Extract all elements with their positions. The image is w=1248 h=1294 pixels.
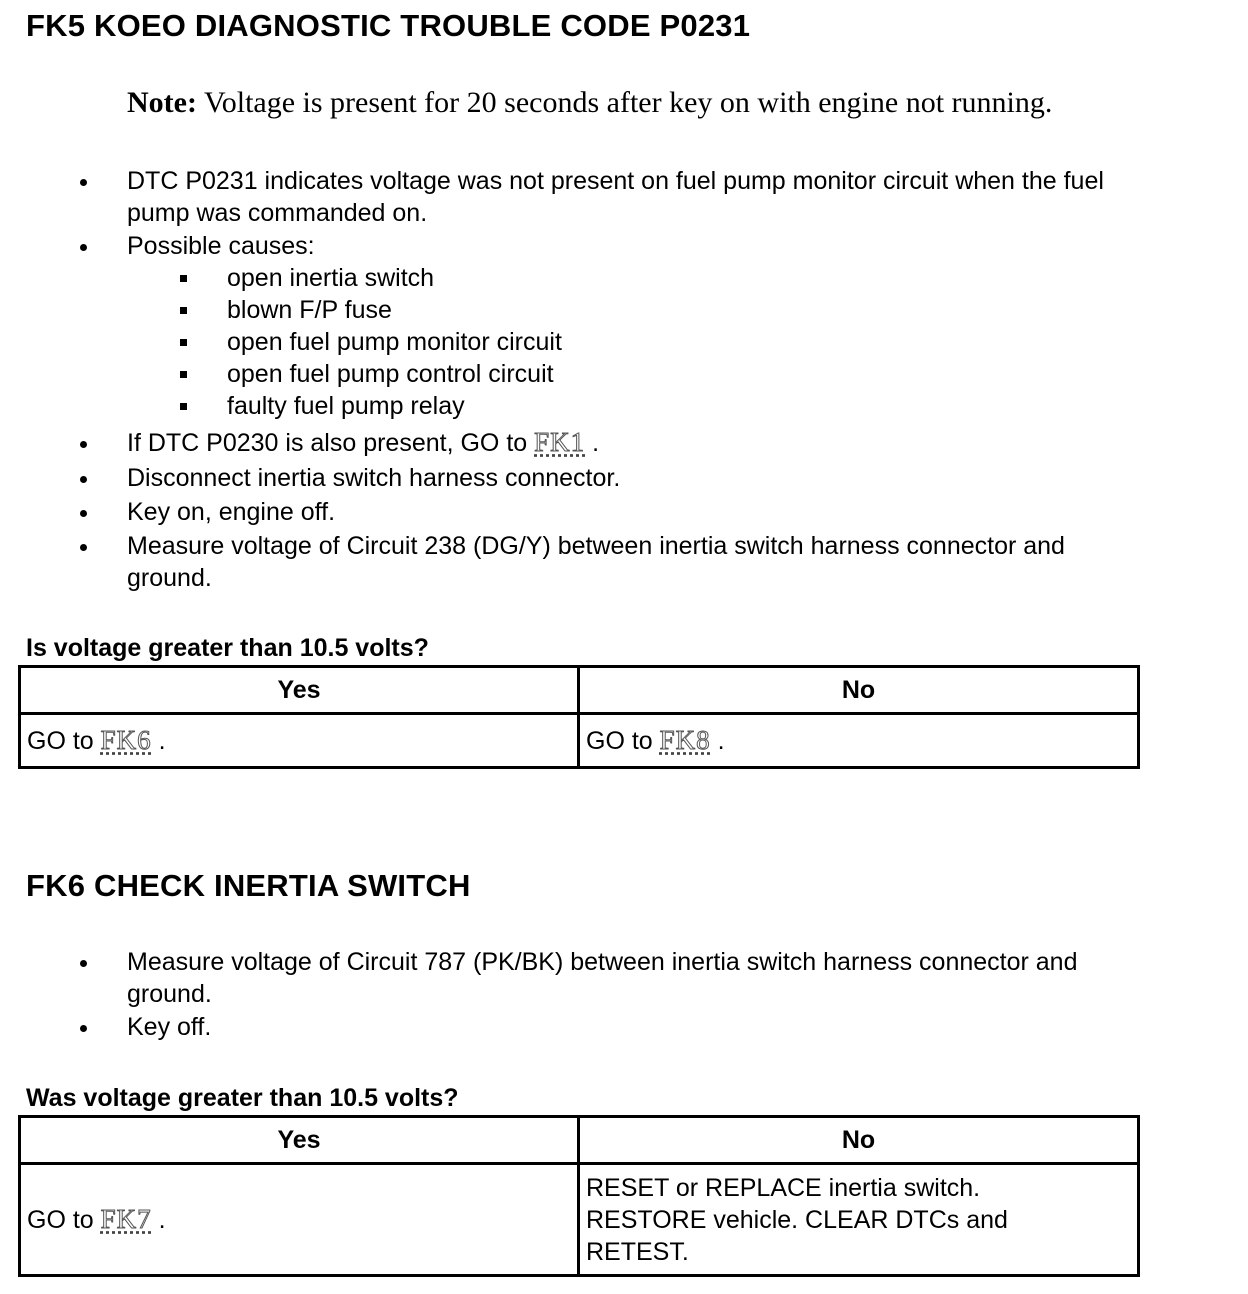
bullet-text: . bbox=[592, 429, 600, 457]
link-fk1[interactable]: FK1 bbox=[534, 427, 586, 457]
bullet-dot bbox=[80, 244, 87, 251]
cell-text: GO to bbox=[27, 727, 94, 755]
bullet-line: ground. bbox=[127, 564, 212, 592]
fk5-decision-table bbox=[18, 665, 1140, 769]
bullet-dot bbox=[80, 476, 87, 483]
yes-cell bbox=[20, 1164, 579, 1276]
no-cell bbox=[579, 714, 1139, 768]
cause-item: open fuel pump monitor circuit bbox=[227, 328, 562, 356]
note-label: Note: bbox=[127, 86, 197, 119]
cause-item: open fuel pump control circuit bbox=[227, 360, 554, 388]
cell-text: GO to bbox=[586, 727, 653, 755]
bullet-dot bbox=[80, 960, 87, 967]
fk6-bullet-2: Key off. bbox=[127, 1013, 212, 1041]
cell-text: GO to bbox=[27, 1206, 94, 1234]
yes-cell bbox=[20, 714, 579, 768]
no-header: No bbox=[579, 1117, 1139, 1164]
square-bullet bbox=[180, 275, 187, 282]
fk5-bullet-3 bbox=[127, 426, 599, 459]
bullet-line: Measure voltage of Circuit 238 (DG/Y) between inertia switch harness connector and bbox=[127, 532, 1065, 560]
cause-item: blown F/P fuse bbox=[227, 296, 392, 324]
no-cell bbox=[579, 1164, 1139, 1276]
no-header: No bbox=[579, 667, 1139, 714]
fk5-note bbox=[127, 86, 1052, 120]
square-bullet bbox=[180, 371, 187, 378]
bullet-line: pump was commanded on. bbox=[127, 199, 428, 227]
bullet-dot bbox=[80, 544, 87, 551]
bullet-dot bbox=[80, 179, 87, 186]
bullet-dot bbox=[80, 441, 87, 448]
fk5-bullet-6 bbox=[127, 530, 1065, 594]
cell-line: RESET or REPLACE inertia switch. bbox=[586, 1173, 981, 1202]
square-bullet bbox=[180, 403, 187, 410]
link-fk8[interactable]: FK8 bbox=[659, 725, 711, 755]
bullet-line: DTC P0231 indicates voltage was not present on fuel pump monitor circuit when the fuel bbox=[127, 167, 1104, 195]
fk6-question: Was voltage greater than 10.5 volts? bbox=[26, 1084, 459, 1112]
cause-item: faulty fuel pump relay bbox=[227, 392, 465, 420]
cell-text: . bbox=[158, 1206, 166, 1234]
link-fk7[interactable]: FK7 bbox=[100, 1204, 152, 1234]
square-bullet bbox=[180, 307, 187, 314]
bullet-dot bbox=[80, 510, 87, 517]
fk5-bullet-2: Possible causes: bbox=[127, 232, 315, 260]
fk5-title: FK5 KOEO DIAGNOSTIC TROUBLE CODE P0231 bbox=[26, 8, 751, 43]
cell-line: RESTORE vehicle. CLEAR DTCs and bbox=[586, 1205, 1008, 1234]
fk5-question: Is voltage greater than 10.5 volts? bbox=[26, 634, 429, 662]
cell-line: RETEST. bbox=[586, 1237, 689, 1266]
cell-text: . bbox=[717, 727, 725, 755]
yes-header: Yes bbox=[20, 1117, 579, 1164]
cause-item: open inertia switch bbox=[227, 264, 435, 292]
bullet-line: ground. bbox=[127, 980, 212, 1008]
fk5-bullet-5: Key on, engine off. bbox=[127, 498, 336, 526]
bullet-dot bbox=[80, 1025, 87, 1032]
square-bullet bbox=[180, 339, 187, 346]
link-fk6[interactable]: FK6 bbox=[100, 725, 152, 755]
yes-header: Yes bbox=[20, 667, 579, 714]
cell-text: . bbox=[158, 727, 166, 755]
note-text: Voltage is present for 20 seconds after key on with engine not running. bbox=[203, 86, 1053, 119]
fk5-bullet-1 bbox=[127, 165, 1104, 229]
fk5-bullet-4: Disconnect inertia switch harness connector. bbox=[127, 464, 621, 492]
bullet-line: Measure voltage of Circuit 787 (PK/BK) between inertia switch harness connector and bbox=[127, 948, 1078, 976]
fk6-bullet-1 bbox=[127, 946, 1078, 1010]
fk6-title: FK6 CHECK INERTIA SWITCH bbox=[26, 868, 471, 903]
bullet-text: If DTC P0230 is also present, GO to bbox=[127, 429, 528, 457]
fk6-decision-table bbox=[18, 1115, 1140, 1277]
